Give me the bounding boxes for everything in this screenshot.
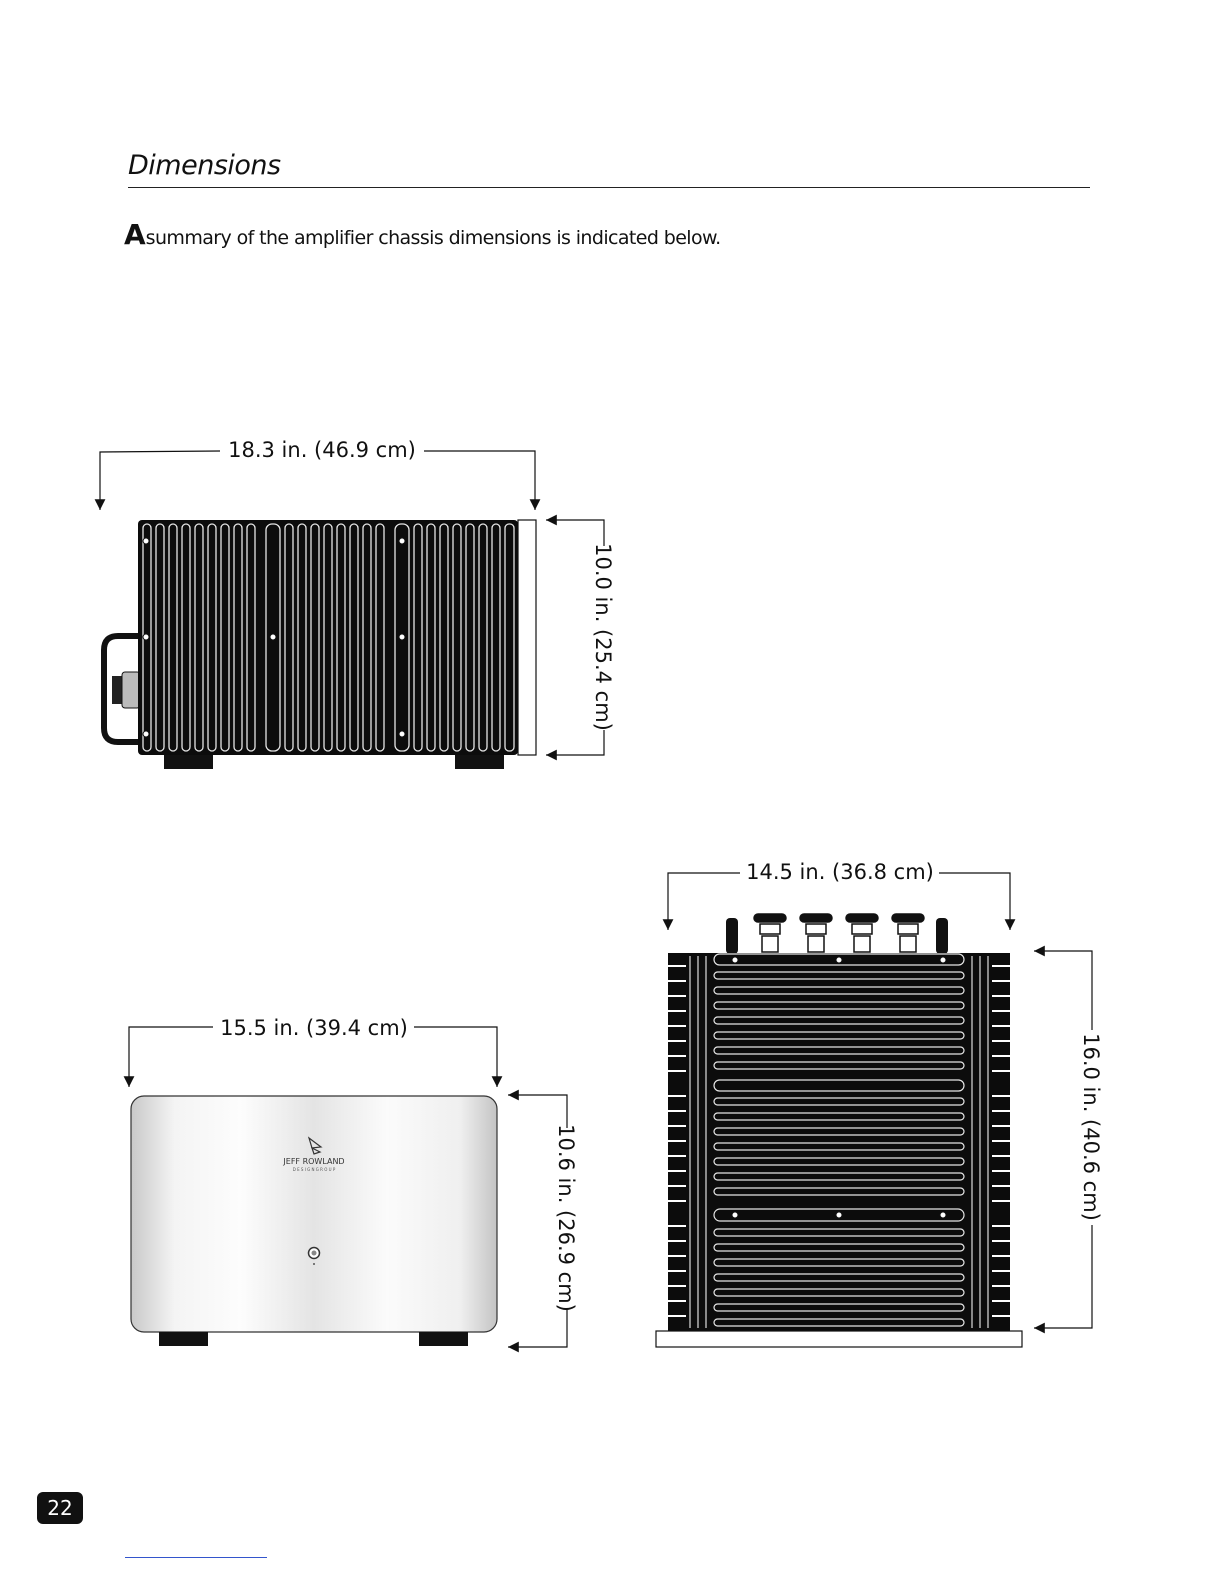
front-view: [129, 1016, 578, 1347]
front-panel: [131, 1096, 497, 1332]
intro-dropcap: A: [124, 218, 146, 251]
rear-post-left: [726, 918, 738, 954]
brand-name: JEFF ROWLAND: [283, 1157, 345, 1166]
side-height-dimension: [546, 520, 615, 755]
brand-subtitle: D E S I G N G R O U P: [292, 1167, 336, 1172]
top-depth-dimension: [1034, 951, 1103, 1328]
side-width-label: 18.3 in. (46.9 cm): [228, 438, 416, 462]
front-width-dimension: [129, 1016, 497, 1087]
side-front-panel: [518, 520, 536, 755]
front-height-dimension: [508, 1095, 578, 1347]
top-width-label: 14.5 in. (36.8 cm): [746, 860, 934, 884]
front-width-label: 15.5 in. (39.4 cm): [220, 1016, 408, 1040]
side-foot-left: [164, 755, 213, 769]
side-view: [100, 438, 615, 769]
side-width-dimension: [100, 438, 535, 510]
top-view: [656, 860, 1103, 1347]
footer-link-line: [125, 1557, 267, 1558]
top-depth-label: 16.0 in. (40.6 cm): [1079, 1033, 1103, 1221]
side-foot-right: [455, 755, 504, 769]
top-width-dimension: [668, 860, 1010, 930]
side-height-label: 10.0 in. (25.4 cm): [591, 543, 615, 731]
intro-body: summary of the amplifier chassis dimensions is indicated below.: [145, 227, 721, 249]
rear-connectors: [754, 914, 924, 952]
front-foot-right: [419, 1332, 468, 1346]
page-number: 22: [37, 1492, 83, 1524]
top-front-panel: [656, 1331, 1022, 1347]
front-foot-left: [159, 1332, 208, 1346]
handle-grip: [112, 676, 122, 704]
front-height-label: 10.6 in. (26.9 cm): [554, 1124, 578, 1312]
rear-post-right: [936, 918, 948, 954]
page-title: Dimensions: [128, 150, 281, 181]
